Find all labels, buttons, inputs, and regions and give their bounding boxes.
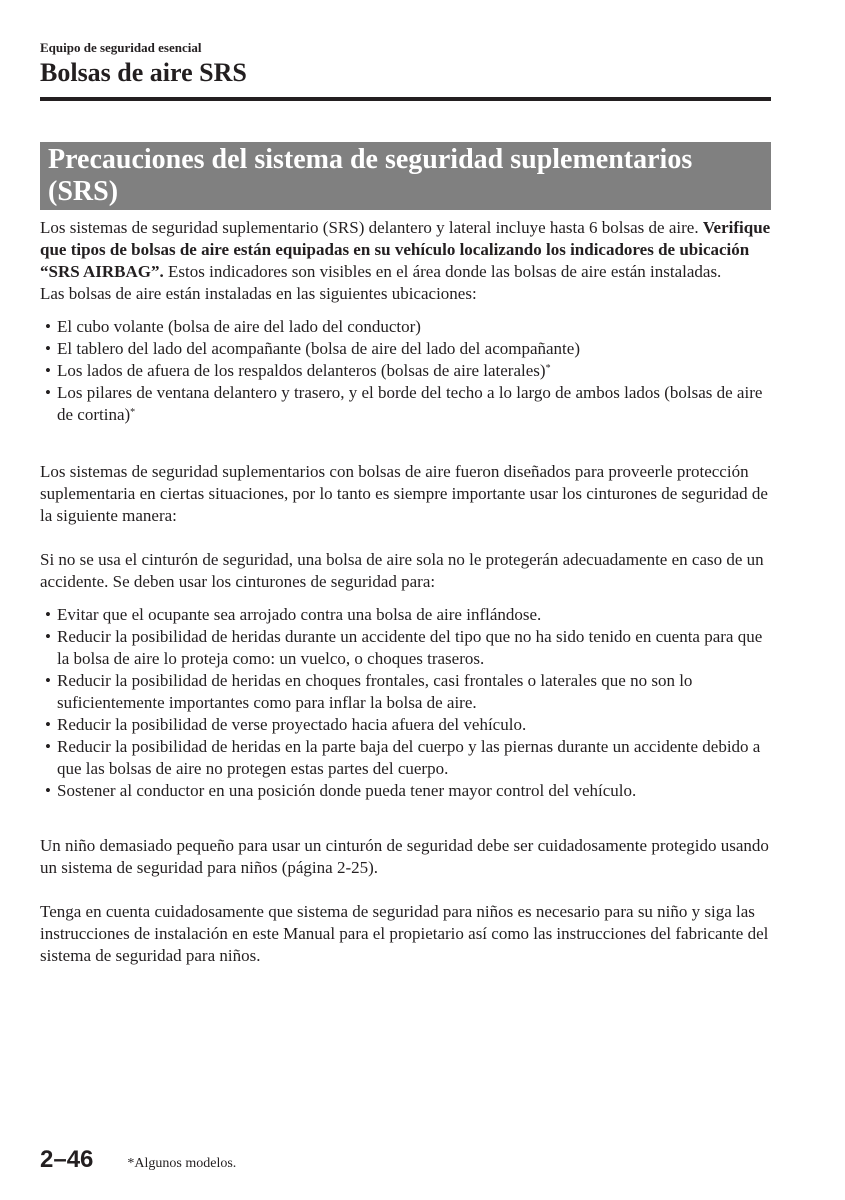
- section-label: Equipo de seguridad esencial: [40, 40, 202, 55]
- intro-text-2: Estos indicadores son visibles en el área donde las bolsas de aire están instaladas.: [163, 262, 722, 281]
- seatbelt-intro-paragraph: Los sistemas de seguridad suplementarios con bolsas de aire fueron diseñados para proveerle protección suplementaria en ciertas situaciones, por lo tanto es siempre importante usar los cinturones de seguridad de la siguiente manera:: [40, 462, 768, 525]
- list-item: • Los lados de afuera de los respaldos delanteros (bolsas de aire laterales)*: [40, 360, 775, 382]
- main-content: [40, 217, 775, 967]
- intro-text-1: Los sistemas de seguridad suplementario (SRS) delantero y lateral incluye hasta 6 bolsas de aire.: [40, 218, 703, 237]
- page-title: Bolsas de aire SRS: [40, 58, 247, 87]
- list-item: • El tablero del lado del acompañante (bolsa de aire del lado del acompañante): [40, 338, 775, 360]
- child-seat-paragraph: Un niño demasiado pequeño para usar un cinturón de seguridad debe ser cuidadosamente protegido usando un sistema de seguridad para niños (página 2-25).: [40, 836, 769, 877]
- intro-locations-line: Las bolsas de aire están instaladas en las siguientes ubicaciones:: [40, 284, 477, 303]
- footnote: *Algunos modelos.: [127, 1156, 237, 1171]
- seatbelt-warning-paragraph: Si no se usa el cinturón de seguridad, una bolsa de aire sola no le protegerán adecuadamente en caso de un accidente. Se deben usar los cinturones de seguridad para:: [40, 550, 764, 591]
- list-item: • Sostener al conductor en una posición donde pueda tener mayor control del vehículo.: [40, 780, 775, 802]
- list-item: • Reducir la posibilidad de heridas en choques frontales, casi frontales o laterales que no son lo suficientemente importantes como para inflar la bolsa de aire.: [40, 670, 775, 714]
- section-heading: Precauciones del sistema de seguridad suplementarios (SRS): [48, 144, 693, 207]
- list-item: • Los pilares de ventana delantero y trasero, y el borde del techo a lo largo de ambos lados (bolsas de aire de cortina)*: [40, 382, 775, 426]
- intro-paragraph: [40, 217, 775, 283]
- intro-bold-text: Verifique que tipos de bolsas de aire están equipadas en su vehículo localizando los indicadores de ubicación “SRS AIRBAG”.: [40, 218, 771, 281]
- page-number: 2–46: [40, 1146, 94, 1173]
- child-seat-instructions-paragraph: Tenga en cuenta cuidadosamente que sistema de seguridad para niños es necesario para su niño y siga las instrucciones de instalación en este Manual para el propietario así como las instrucciones del fabricante del sistema de seguridad para niños.: [40, 902, 769, 965]
- seatbelt-purposes-list: [40, 604, 775, 802]
- list-item: • Reducir la posibilidad de heridas en la parte baja del cuerpo y las piernas durante un accidente debido a que las bolsas de aire no protegen estas partes del cuerpo.: [40, 736, 775, 780]
- list-item: • Reducir la posibilidad de verse proyectado hacia afuera del vehículo.: [40, 714, 775, 736]
- page-footer: [40, 1146, 236, 1174]
- list-item: • El cubo volante (bolsa de aire del lado del conductor): [40, 316, 775, 338]
- header-divider: [40, 97, 771, 101]
- airbag-locations-list: [40, 316, 775, 426]
- section-banner: [40, 142, 771, 210]
- list-item: • Evitar que el ocupante sea arrojado contra una bolsa de aire inflándose.: [40, 604, 775, 626]
- list-item: • Reducir la posibilidad de heridas durante un accidente del tipo que no ha sido tenido en cuenta para que la bolsa de aire lo proteja como: un vuelco, o choques traseros.: [40, 626, 775, 670]
